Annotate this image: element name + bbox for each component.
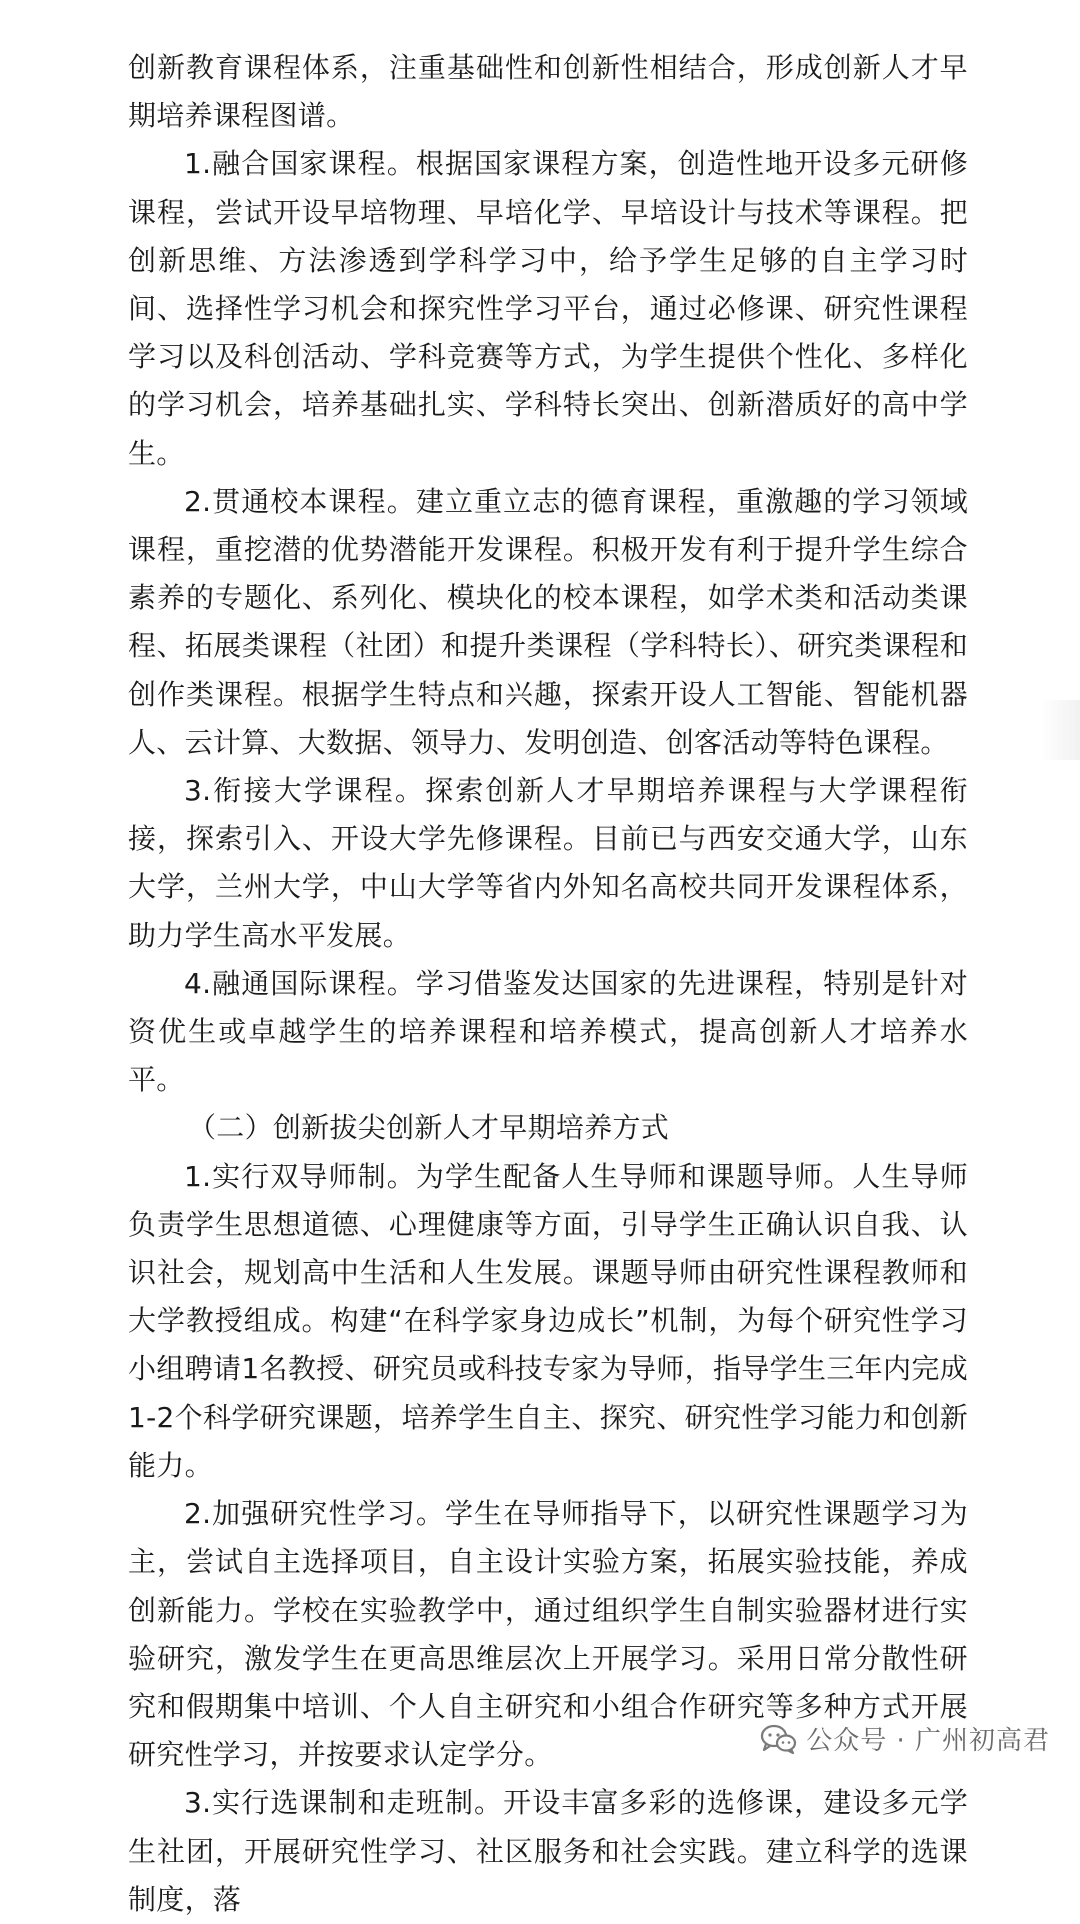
paragraph-national-courses: 1.融合国家课程。根据国家课程方案，创造性地开设多元研修课程，尝试开设早培物理、早培化学、早培设计与技术等课程。把创新思维、方法渗透到学科学习中，给予学生足够的自主学习时间、选择性学习机会和探究性学习平台，通过必修课、研究性课程学习以及科创活动、学科竞赛等方式，为学生提供个性化、多样化的学习机会，培养基础扎实、学科特长突出、创新潜质好的高中学生。 [128,147,968,470]
paragraph-course-selection: 3.实行选课制和走班制。开设丰富多彩的选修课，建设多元学生社团，开展研究性学习、社区服务和社会实践。建立科学的选课制度，落 [128,1786,968,1916]
paragraph-university-courses: 3.衔接大学课程。探索创新人才早期培养课程与大学课程衔接，探索引入、开设大学先修课程。目前已与西安交通大学，山东大学，兰州大学，中山大学等省内外知名高校共同开发课程体系，助力学生高水平发展。 [128,774,968,952]
paragraph-international-courses: 4.融通国际课程。学习借鉴发达国家的先进课程，特别是针对资优生或卓越学生的培养课程和培养模式，提高创新人才培养水平。 [128,966,968,1097]
paragraph-research-learning: 2.加强研究性学习。学生在导师指导下，以研究性课题学习为主，尝试自主选择项目，自主设计实验方案，拓展实验技能，养成创新能力。学校在实验教学中，通过组织学生自制实验器材进行实验研究，激发学生在更高思维层次上开展学习。采用日常分散性研究和假期集中培训、个人自主研究和小组合作研究等多种方式开展研究性学习，并按要求认定学分。 [128,1497,968,1772]
paragraph-school-courses: 2.贯通校本课程。建立重立志的德育课程，重激趣的学习领域课程，重挖潜的优势潜能开发课程。积极开发有利于提升学生综合素养的专题化、系列化、模块化的校本课程，如学术类和活动类课程、拓展类课程（社团）和提升类课程（学科特长）、研究类课程和创作类课程。根据学生特点和兴趣，探索开设人工智能、智能机器人、云计算、大数据、领导力、发明创造、创客活动等特色课程。 [128,484,968,759]
wechat-icon [760,1723,798,1755]
paragraph-intro: 创新教育课程体系，注重基础性和创新性相结合，形成创新人才早期培养课程图谱。 [128,51,968,133]
watermark [760,1720,1050,1757]
document-body [128,44,968,1924]
paragraph-dual-mentor: 1.实行双导师制。为学生配备人生导师和课题导师。人生导师负责学生思想道德、心理健康等方面，引导学生正确认识自我、认识社会，规划高中生活和人生发展。课题导师由研究性课程教师和大学教授组成。构建“在科学家身边成长”机制，为每个研究性学习小组聘请1名教授、研究员或科技专家为导师，指导学生三年内完成1-2个科学研究课题，培养学生自主、探究、研究性学习能力和创新能力。 [128,1159,968,1482]
edge-shadow [1040,700,1080,760]
watermark-text: 公众号 · 广州初高君 [806,1726,1050,1756]
section-heading: （二）创新拔尖创新人才早期培养方式 [188,1111,670,1145]
